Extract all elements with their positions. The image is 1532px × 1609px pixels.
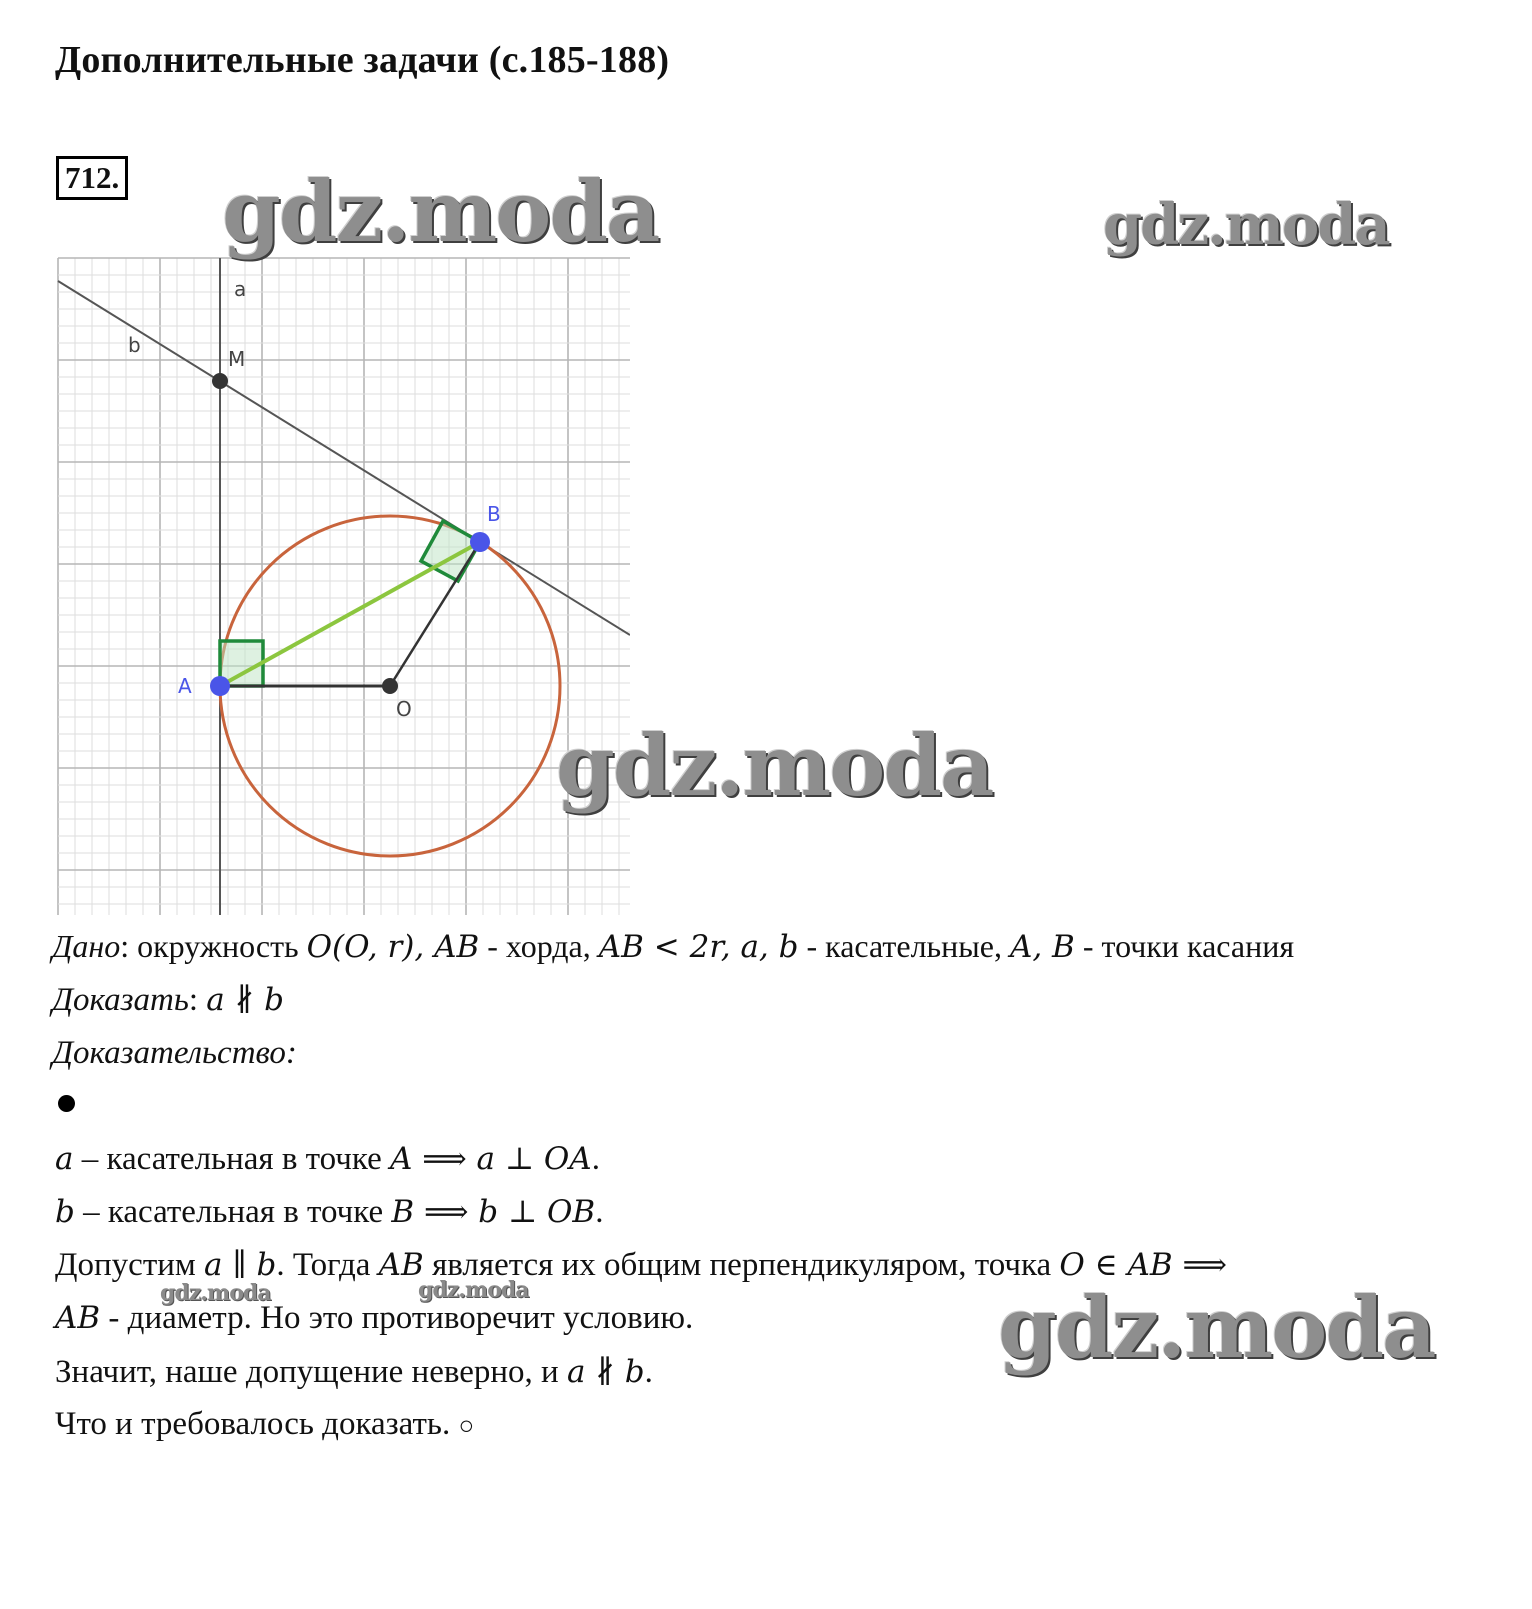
label-b: B xyxy=(487,502,501,526)
p5-t2: . xyxy=(644,1354,653,1390)
proof-line-1 xyxy=(55,1139,600,1179)
watermark-3: gdz.moda xyxy=(556,716,993,815)
p2-m1: b xyxy=(55,1194,75,1230)
watermark-2: gdz.moda xyxy=(1103,192,1389,258)
given-text-1: : окружность xyxy=(120,928,307,964)
p6-t1: Что и требовалось доказать. xyxy=(55,1406,459,1442)
watermark-5: gdz.moda xyxy=(418,1277,529,1303)
bullet xyxy=(58,1095,75,1112)
p2-t2: . xyxy=(595,1194,604,1230)
watermark-6: gdz.moda xyxy=(998,1278,1435,1377)
p5-t1: Значит, наше допущение неверно, и xyxy=(55,1354,567,1390)
proof-label: Доказательство: xyxy=(52,1035,297,1071)
prove-math: a ∦ b xyxy=(206,982,284,1018)
line-b xyxy=(58,281,630,635)
geometry-figure xyxy=(50,250,630,915)
point-m xyxy=(212,373,228,389)
p4-m1: AB xyxy=(55,1300,101,1336)
proof-line-6 xyxy=(55,1404,474,1446)
p4-t1: - диаметр. Но это противоречит условию. xyxy=(100,1300,694,1336)
page-title: Дополнительные задачи (с.185-188) xyxy=(55,39,670,81)
p3-t2: . Тогда xyxy=(276,1247,379,1283)
label-a-line: a xyxy=(234,277,247,301)
proof-line-5 xyxy=(55,1352,653,1392)
given-text-4: - точки касания xyxy=(1074,928,1295,964)
given-math-1: O(O, r), AB xyxy=(306,929,480,965)
watermark-4: gdz.moda xyxy=(160,1280,271,1306)
point-a xyxy=(210,676,230,696)
label-m: M xyxy=(228,347,246,371)
label-o: O xyxy=(396,697,412,721)
p1-t2: . xyxy=(591,1141,600,1177)
p1-t1: – касательная в точке xyxy=(73,1141,390,1177)
p3-m3: O ∈ AB ⟹ xyxy=(1059,1247,1227,1283)
watermark-1: gdz.moda xyxy=(222,162,659,261)
point-o xyxy=(382,678,398,694)
p3-m1: a ∥ b xyxy=(204,1247,277,1283)
grid xyxy=(58,258,630,915)
p2-m2: B ⟹ b ⊥ OB xyxy=(391,1194,596,1230)
given-label: Дано xyxy=(52,928,121,964)
p1-m1: a xyxy=(55,1141,74,1177)
prove-line xyxy=(52,980,284,1020)
given-math-2: AB < 2r, a, b xyxy=(598,929,799,965)
given-line xyxy=(52,926,1294,967)
p2-t1: – касательная в точке xyxy=(74,1194,392,1230)
given-text-2: - хорда, xyxy=(479,928,599,964)
p3-t3: является их общим перпендикуляром, точка xyxy=(423,1247,1060,1283)
proof-line-4 xyxy=(55,1298,693,1338)
given-math-3: A, B xyxy=(1009,929,1075,965)
p1-m2: A ⟹ a ⊥ OA xyxy=(390,1141,592,1177)
p3-t1: Допустим xyxy=(55,1247,205,1283)
label-b-line: b xyxy=(128,333,141,357)
given-text-3: - касательные, xyxy=(798,928,1010,964)
prove-label: Доказать xyxy=(52,982,189,1018)
problem-number: 712. xyxy=(56,156,128,200)
proof-line-3 xyxy=(55,1245,1227,1285)
p5-m1: a ∦ b xyxy=(566,1354,645,1390)
p3-m2: AB xyxy=(378,1247,424,1283)
prove-colon: : xyxy=(188,982,207,1018)
end-mark: ○ xyxy=(458,1411,475,1440)
label-a: A xyxy=(178,674,192,698)
proof-line-2 xyxy=(55,1192,603,1232)
point-b xyxy=(470,532,490,552)
